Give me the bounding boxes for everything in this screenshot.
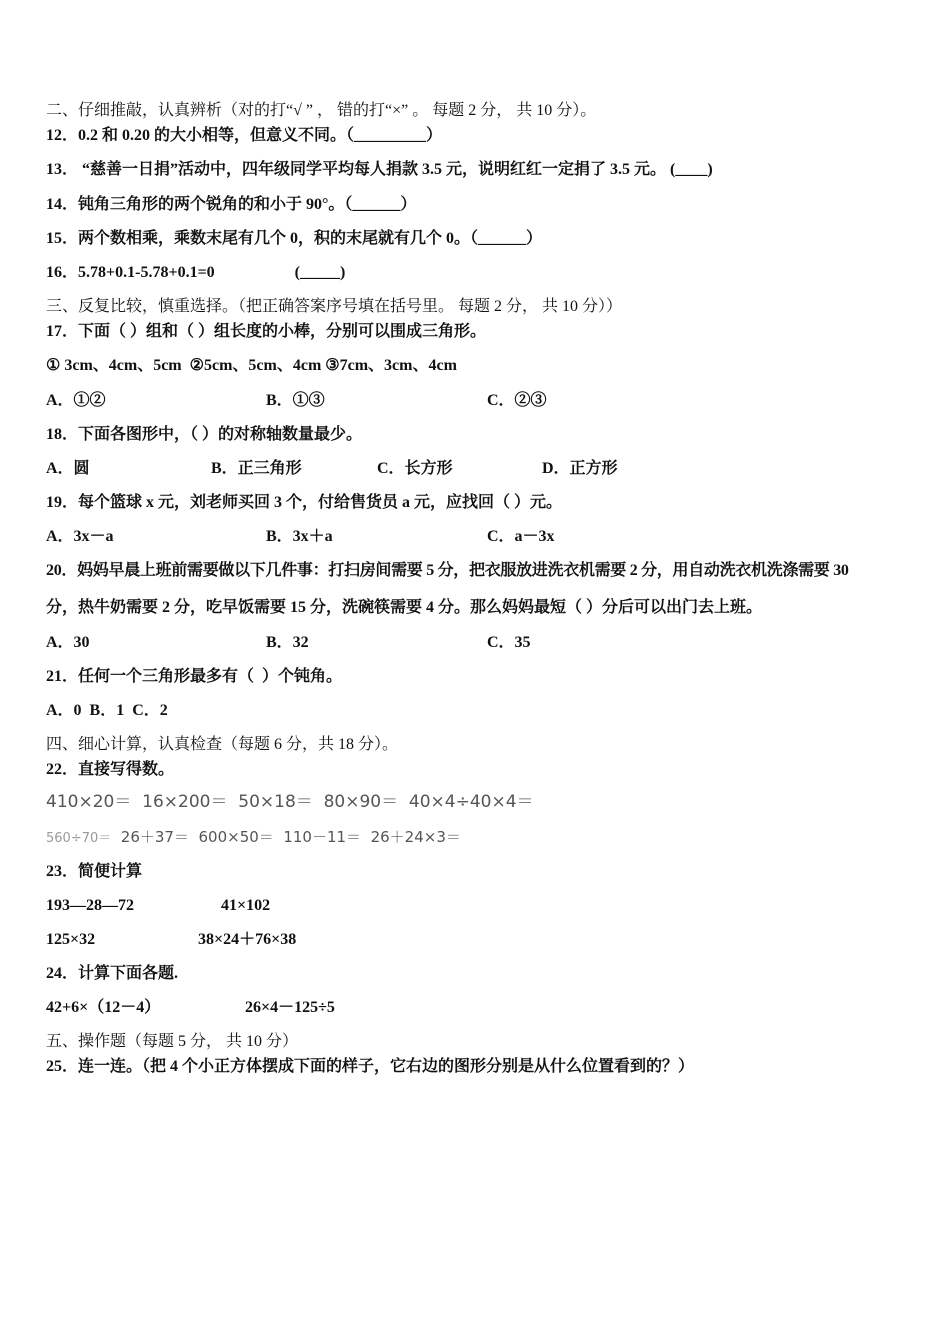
question-19-stem: 19．每个篮球 x 元，刘老师买回 3 个，付给售货员 a 元，应找回（ ）元。 [46,494,563,511]
question-21-stem: 21．任何一个三角形最多有（ ）个钝角。 [46,668,343,685]
question-22-row-2 [46,826,461,850]
question-24-stem: 24．计算下面各题. [46,965,179,982]
question-20-line-1: 20．妈妈早晨上班前需要做以下几件事：打扫房间需要 5 分，把衣服放进洗衣机需要 2 分，用自动洗衣机洗涤需要 30 [46,562,849,579]
question-20-option-b: B．32 [266,634,309,651]
question-17-groups: ① 3cm、4cm、5cm ②5cm、5cm、4cm ③7cm、3cm、4cm [46,357,457,374]
question-18-option-c: C．长方形 [377,460,453,477]
question-23-b: 41×102 [221,897,271,914]
question-18-option-b: B．正三角形 [211,460,302,477]
section-4-heading: 四、细心计算，认真检查（每题 6 分，共 18 分）。 [46,736,399,753]
question-19-option-c: C．a－3x [487,528,555,545]
question-23-a: 193—28—72 [46,897,134,914]
question-21-options: A．0 B．1 C．2 [46,702,168,719]
section-2-heading: 二、仔细推敲，认真辨析（对的打“√ ” ， 错的打“×” 。 每题 2 分， 共 10 分）。 [46,102,597,119]
question-22-stem: 22．直接写得数。 [46,761,175,778]
question-16: 16．5.78+0.1-5.78+0.1=0 (_____) [46,264,346,281]
question-18-option-d: D．正方形 [542,460,618,477]
question-17-option-a: A．①② [46,392,106,409]
question-19-option-b: B．3x＋a [266,528,333,545]
question-23-stem: 23．简便计算 [46,863,143,880]
section-5-heading: 五、操作题（每题 5 分， 共 10 分） [46,1033,299,1050]
question-17-option-b: B．①③ [266,392,325,409]
question-18-stem: 18．下面各图形中，（ ）的对称轴数量最少。 [46,426,363,443]
question-22-row-2-first: 560÷70＝ [46,831,112,846]
question-19-option-a: A．3x－a [46,528,114,545]
question-12: 12．0.2 和 0.20 的大小相等，但意义不同。（_________） [46,127,443,144]
section-3-heading: 三、反复比较，慎重选择。（把正确答案序号填在括号里。 每题 2 分， 共 10 分）） [46,298,623,315]
question-22-row-2-rest: 26＋37＝ 600×50＝ 110－11＝ 26＋24×3＝ [111,828,461,846]
question-24-a: 42+6×（12－4） [46,999,161,1016]
question-14: 14．钝角三角形的两个锐角的和小于 90°。（______） [46,196,417,213]
question-23-d: 38×24＋76×38 [198,931,297,948]
question-24-b: 26×4－125÷5 [245,999,335,1016]
question-17-option-c: C．②③ [487,392,547,409]
question-20-option-a: A．30 [46,634,90,651]
question-23-c: 125×32 [46,931,96,948]
question-17-stem: 17．下面（ ）组和（ ）组长度的小棒，分别可以围成三角形。 [46,323,487,340]
question-20-option-c: C．35 [487,634,531,651]
question-13: 13． “慈善一日捐”活动中，四年级同学平均每人捐款 3.5 元，说明红红一定捐了 3.5 元。 (____) [46,161,713,178]
question-25: 25．连一连。（把 4 个小正方体摆成下面的样子，它右边的图形分别是从什么位置看到的？） [46,1058,695,1075]
question-20-line-2: 分，热牛奶需要 2 分，吃早饭需要 15 分，洗碗筷需要 4 分。那么妈妈最短（ ）分后可以出门去上班。 [46,599,763,616]
question-22-row-1: 410×20＝ 16×200＝ 50×18＝ 80×90＝ 40×4÷40×4＝ [46,792,534,812]
question-18-option-a: A．圆 [46,460,90,477]
question-15: 15．两个数相乘，乘数末尾有几个 0，积的末尾就有几个 0。（______） [46,230,543,247]
